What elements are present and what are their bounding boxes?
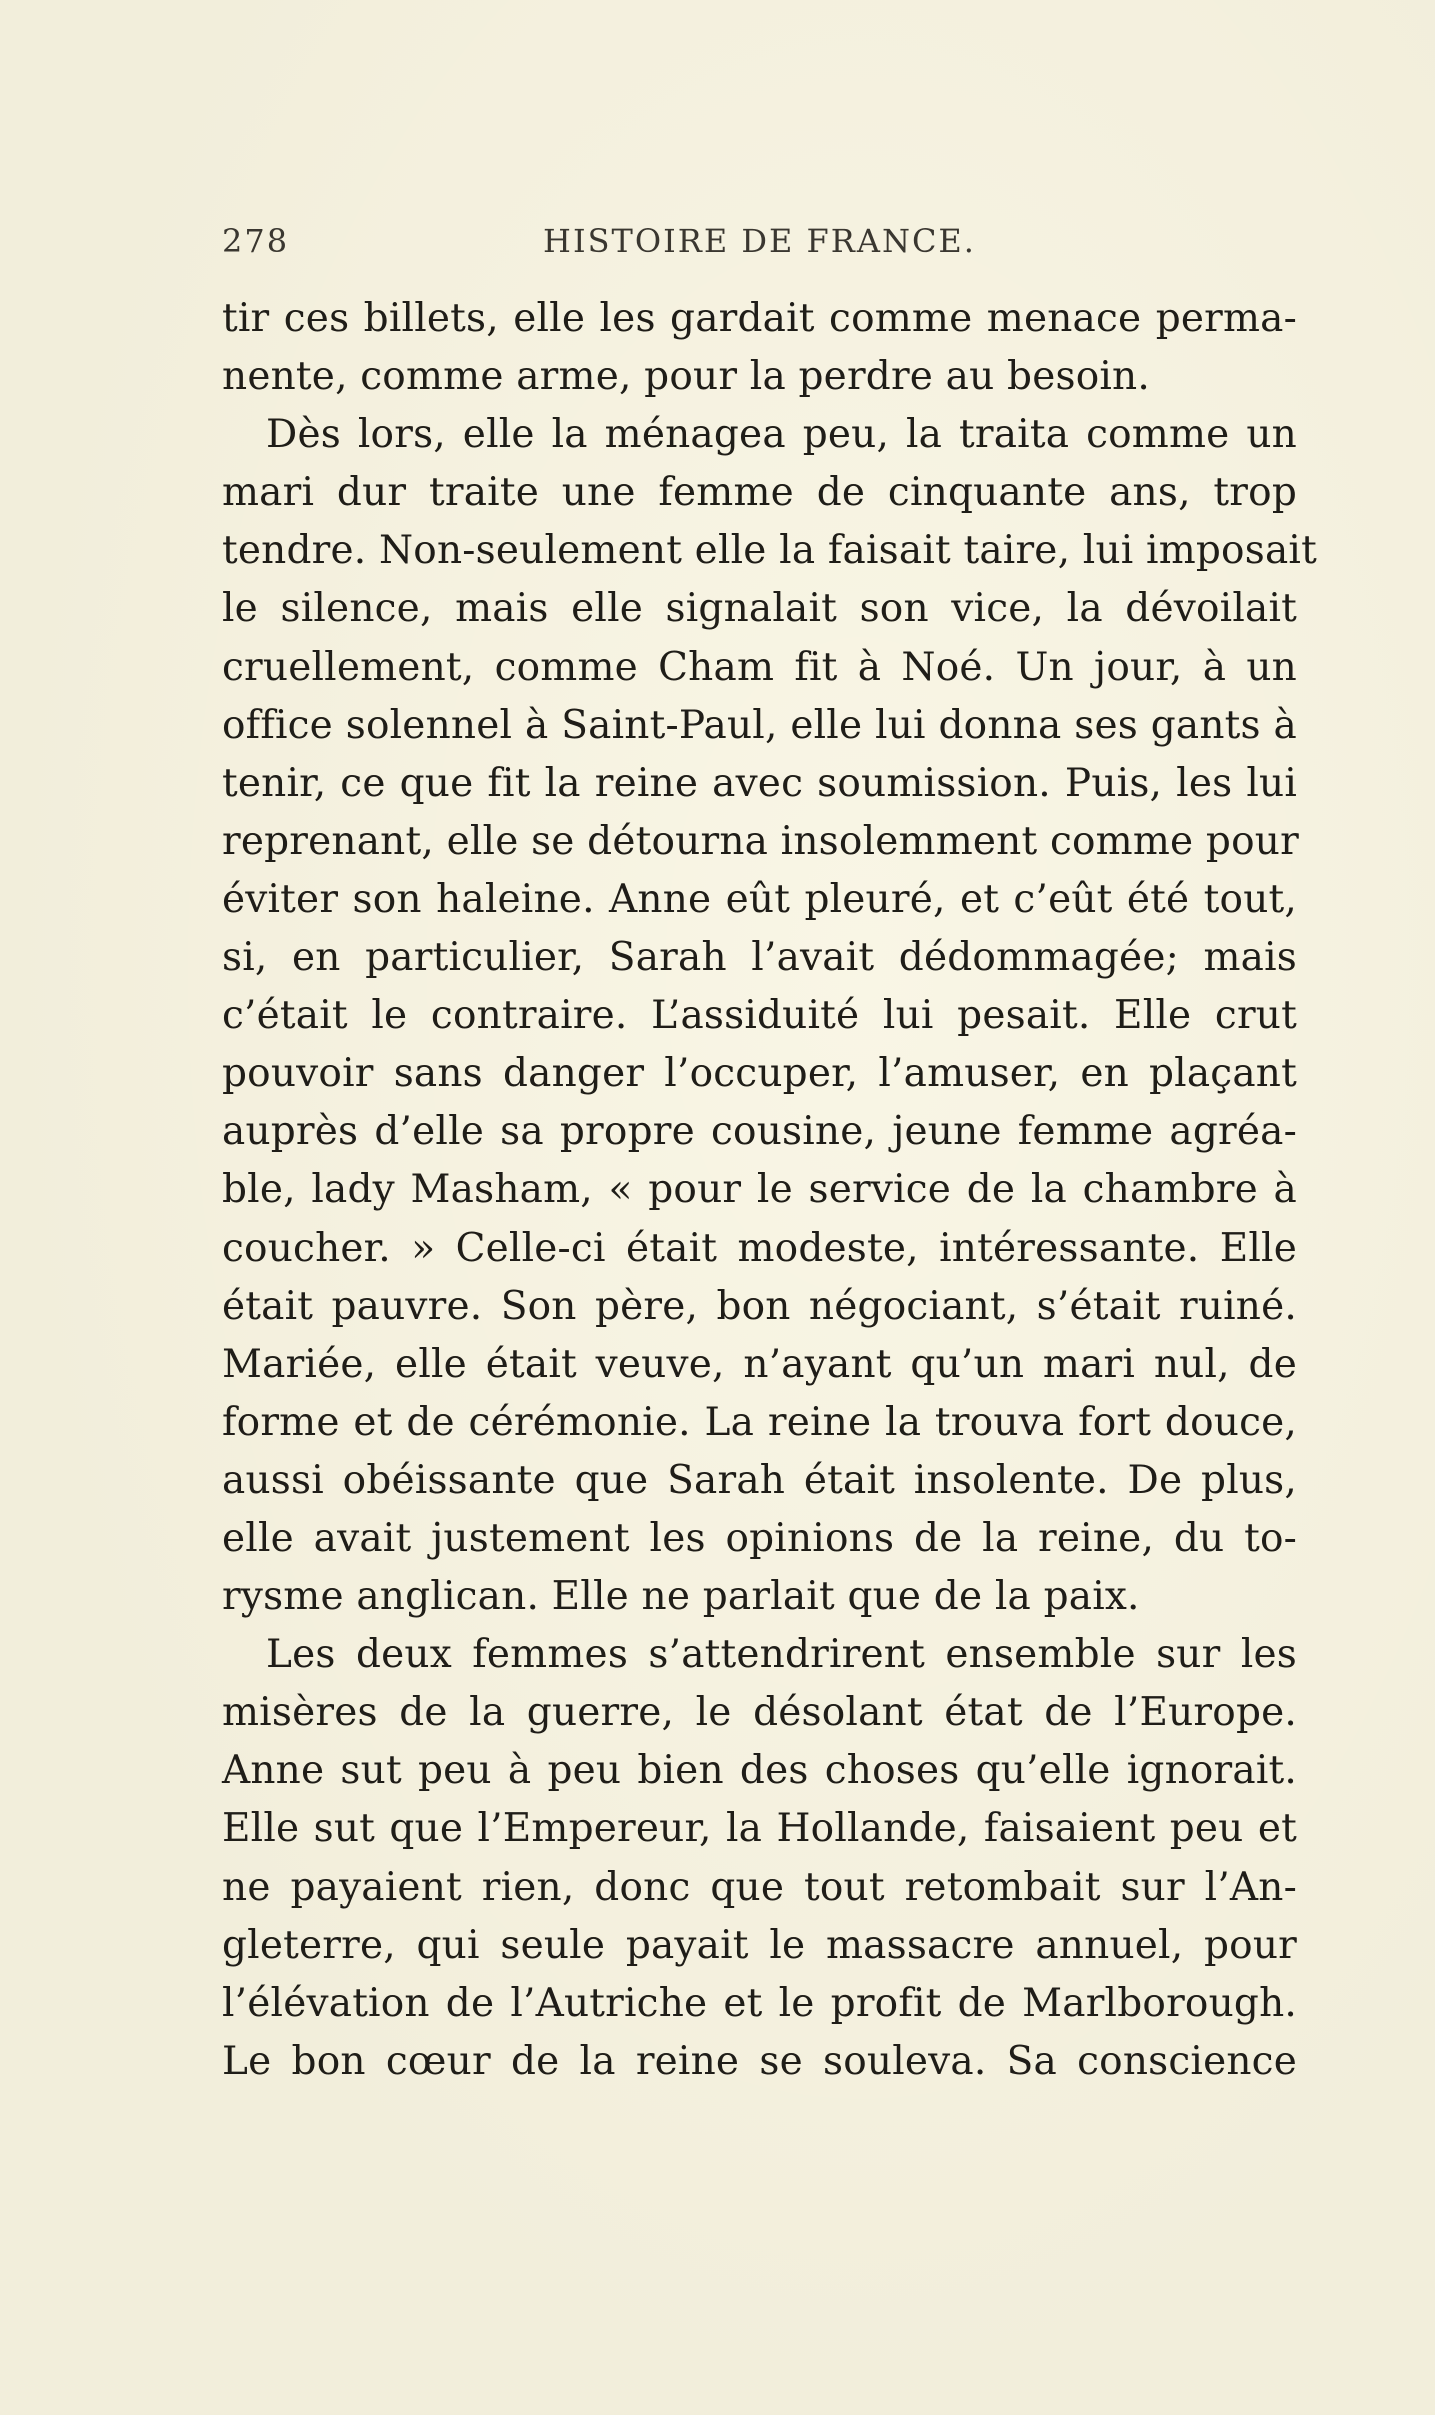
text-line: était pauvre. Son père, bon négociant, s’était ruiné. xyxy=(222,1283,1297,1329)
text-line: elle avait justement les opinions de la reine, du to- xyxy=(222,1515,1297,1561)
text-line: reprenant, elle se détourna insolemment comme pour xyxy=(222,818,1299,864)
text-line: forme et de cérémonie. La reine la trouva fort douce, xyxy=(222,1399,1297,1445)
page-header xyxy=(222,222,1297,272)
text-line: le silence, mais elle signalait son vice, la dévoilait xyxy=(222,586,1297,632)
text-line: cruellement, comme Cham fit à Noé. Un jour, à un xyxy=(222,644,1297,690)
text-line: l’élévation de l’Autriche et le profit de Marlborough. xyxy=(222,1980,1297,2026)
text-line: Les deux femmes s’attendrirent ensemble sur les xyxy=(266,1632,1297,1678)
text-line: nente, comme arme, pour la perdre au besoin. xyxy=(222,354,1150,400)
text-line: misères de la guerre, le désolant état de l’Europe. xyxy=(222,1690,1297,1736)
text-line: c’était le contraire. L’assiduité lui pesait. Elle crut xyxy=(222,993,1297,1039)
text-line: éviter son haleine. Anne eût pleuré, et c’eût été tout, xyxy=(222,876,1297,922)
text-line: tir ces billets, elle les gardait comme menace perma- xyxy=(222,296,1297,341)
page-number: 278 xyxy=(222,222,290,260)
text-line: ne payaient rien, donc que tout retombait sur l’An- xyxy=(222,1864,1297,1910)
text-line: Mariée, elle était veuve, n’ayant qu’un mari nul, de xyxy=(222,1341,1297,1387)
text-line: gleterre, qui seule payait le massacre annuel, pour xyxy=(222,1922,1297,1968)
text-line: pouvoir sans danger l’occuper, l’amuser, en plaçant xyxy=(222,1051,1297,1097)
text-line: si, en particulier, Sarah l’avait dédommagée; mais xyxy=(222,935,1297,981)
text-line: tenir, ce que fit la reine avec soumission. Puis, les lui xyxy=(222,760,1297,806)
body-text xyxy=(222,290,1317,2091)
text-line: mari dur traite une femme de cinquante ans, trop xyxy=(222,470,1297,516)
text-line: ble, lady Masham, « pour le service de la chambre à xyxy=(222,1167,1297,1213)
text-line: Le bon cœur de la reine se souleva. Sa conscience xyxy=(222,2038,1297,2084)
text-line: Anne sut peu à peu bien des choses qu’elle ignorait. xyxy=(222,1748,1297,1794)
text-line: aussi obéissante que Sarah était insolente. De plus, xyxy=(222,1457,1297,1503)
running-title: HISTOIRE DE FRANCE. xyxy=(543,222,976,260)
text-line: Elle sut que l’Empereur, la Hollande, faisaient peu et xyxy=(222,1806,1297,1852)
text-line: Dès lors, elle la ménagea peu, la traita comme un xyxy=(266,412,1297,458)
text-line: office solennel à Saint-Paul, elle lui donna ses gants à xyxy=(222,702,1297,748)
text-line: coucher. » Celle-ci était modeste, intéressante. Elle xyxy=(222,1225,1297,1271)
text-line: rysme anglican. Elle ne parlait que de la paix. xyxy=(222,1574,1140,1620)
text-line: tendre. Non-seulement elle la faisait taire, lui imposait xyxy=(222,528,1317,574)
text-line: auprès d’elle sa propre cousine, jeune femme agréa- xyxy=(222,1109,1297,1155)
